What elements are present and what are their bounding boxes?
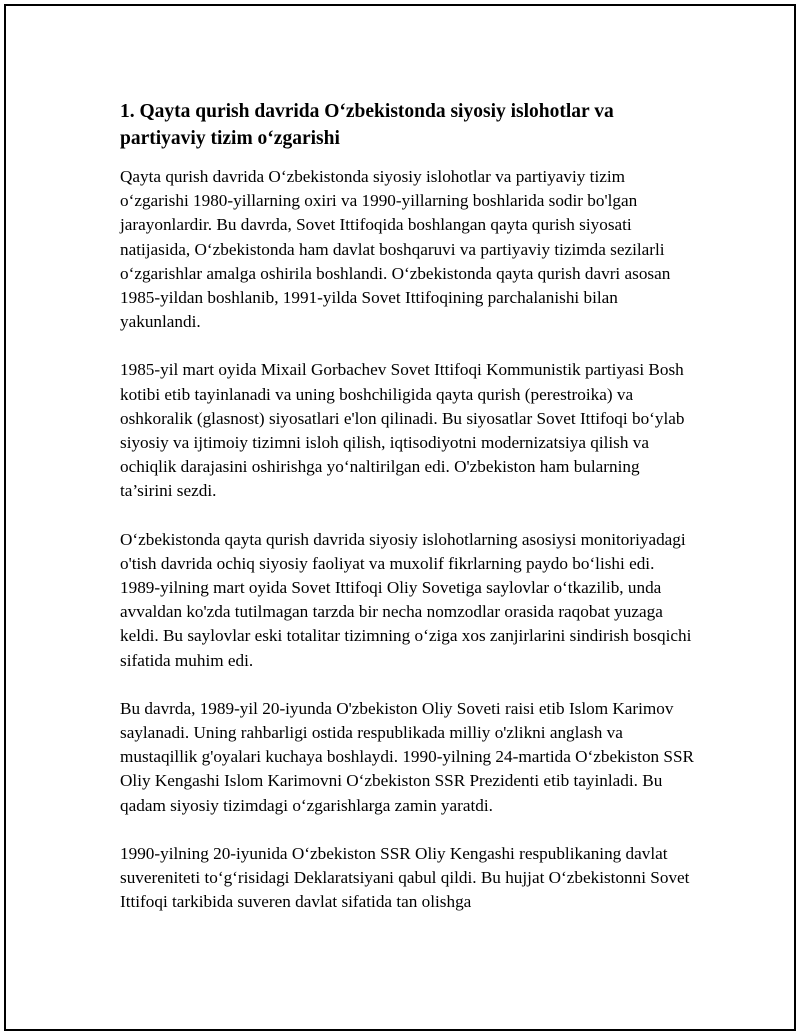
section-heading: 1. Qayta qurish davrida O‘zbekistonda siyosiy islohotlar va partiyaviy tizim o‘zgarishi (120, 101, 614, 149)
document-page (4, 4, 796, 1031)
paragraph-3: O‘zbekistonda qayta qurish davrida siyosiy islohotlarning asosiysi monitoriyadagi o'tish davrida ochiq siyosiy faoliyat va muxolif fikrlarning paydo bo‘lishi edi. 1989-yilning mart oyida Sovet Ittifoqi Oliy Sovetiga saylovlar o‘tkazilib, unda avvaldan ko'zda tutilmagan tarzda bir necha nomzodlar orasida raqobat yuzaga keldi. Bu saylovlar eski totalitar tizimning o‘ziga xos zanjirlarini sindirish bosqichi sifatida muhim edi. (120, 529, 692, 670)
document-body (120, 98, 696, 938)
paragraph-5: 1990-yilning 20-iyunida O‘zbekiston SSR Oliy Kengashi respublikaning davlat suvereniteti to‘g‘risidagi Deklaratsiyani qabul qildi. Bu hujjat O‘zbekistonni Sovet Ittifoqi tarkibida suveren davlat sifatida tan olishga (120, 843, 690, 912)
paragraph-2: 1985-yil mart oyida Mixail Gorbachev Sovet Ittifoqi Kommunistik partiyasi Bosh kotibi etib tayinlanadi va uning boshchiligida qayta qurish (perestroika) va oshkoralik (glasnost) siyosatlari e'lon qilinadi. Bu siyosatlar Sovet Ittifoqi bo‘ylab siyosiy va ijtimoiy tizimni isloh qilish, iqtisodiyotni modernizatsiya qilish va ochiqlik darajasini oshirishga yo‘naltirilgan edi. O'zbekiston ham bularning ta’sirini sezdi. (120, 360, 685, 501)
paragraph-4: Bu davrda, 1989-yil 20-iyunda O'zbekiston Oliy Soveti raisi etib Islom Karimov saylanadi. Uning rahbarligi ostida respublikada milliy o'zlikni anglash va mustaqillik g'oyalari kuchaya boshlaydi. 1990-yilning 24-martida O‘zbekiston SSR Oliy Kengashi Islom Karimovni O‘zbekiston SSR Prezidenti etib tayinladi. Bu qadam siyosiy tizimdagi o‘zgarishlarga zamin yaratdi. (120, 698, 695, 815)
paragraph-1: Qayta qurish davrida O‘zbekistonda siyosiy islohotlar va partiyaviy tizim o‘zgarishi 1980-yillarning oxiri va 1990-yillarning boshlarida sodir bo'lgan jarayonlardir. Bu davrda, Sovet Ittifoqida boshlangan qayta qurish siyosati natijasida, O‘zbekistonda ham davlat boshqaruvi va partiyaviy tizimda sezilarli o‘zgarishlar amalga oshirila boshlandi. O‘zbekistonda qayta qurish davri asosan 1985-yildan boshlanib, 1991-yilda Sovet Ittifoqining parchalanishi bilan yakunlandi. (120, 167, 671, 332)
